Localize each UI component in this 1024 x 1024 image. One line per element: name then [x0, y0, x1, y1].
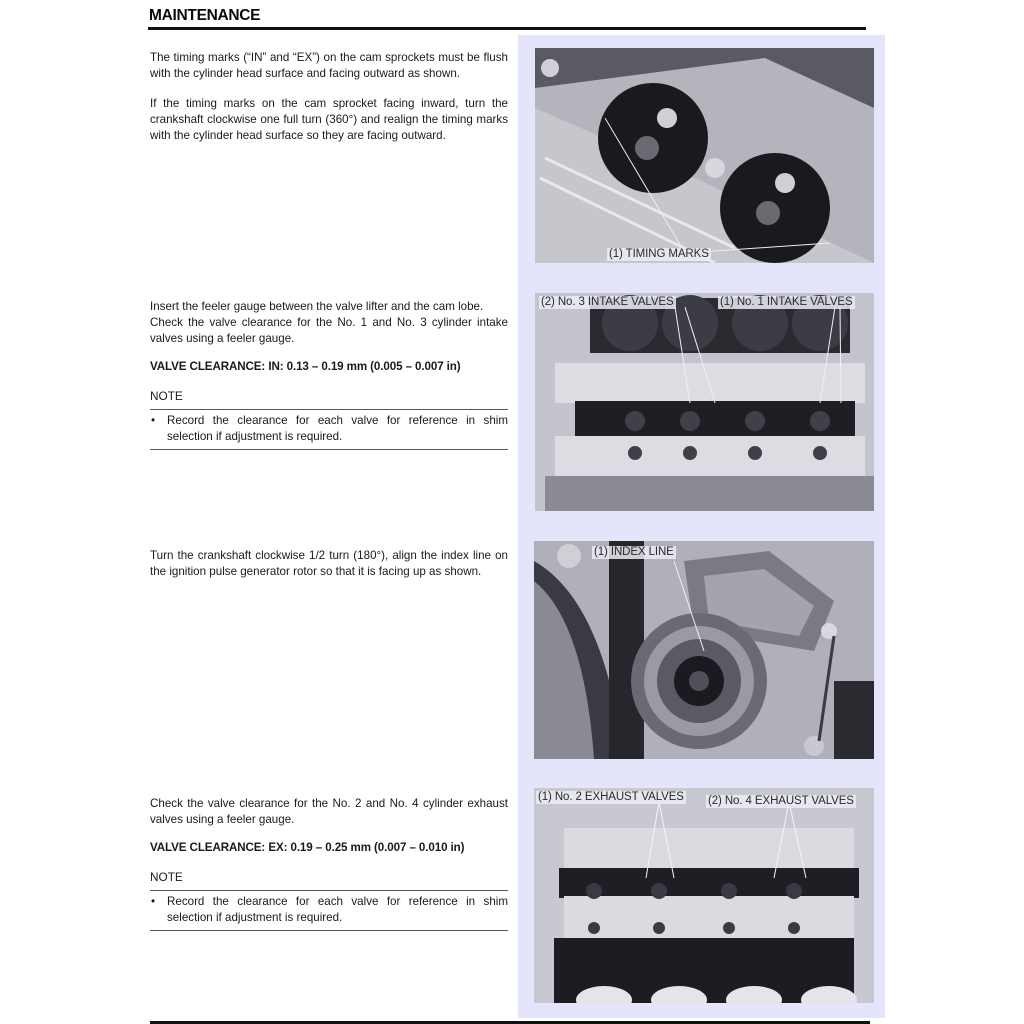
paragraph: Insert the feeler gauge between the valve lifter and the cam lobe. — [150, 300, 484, 313]
note-item — [150, 413, 508, 445]
rotor-illustration — [534, 541, 874, 759]
note-divider — [150, 890, 508, 891]
paragraph: Check the valve clearance for the No. 2 and No. 4 cylinder exhaust valves using a feeler gauge. — [150, 797, 508, 826]
photo-caption: (2) No. 3 INTAKE VALVES — [541, 296, 674, 308]
header-rule — [148, 27, 866, 30]
bullet-icon: • — [151, 895, 156, 908]
paragraph: Check the valve clearance for the No. 1 and No. 3 cylinder intake valves using a feeler gauge. — [150, 316, 508, 345]
note-divider — [150, 930, 508, 931]
valve-clearance-spec: VALVE CLEARANCE: IN: 0.13 – 0.19 mm (0.005 – 0.007 in) — [150, 360, 461, 373]
note-text: Record the clearance for each valve for reference in shim selection if adjustment is required. — [167, 414, 508, 443]
note-text: Record the clearance for each valve for reference in shim selection if adjustment is required. — [167, 895, 508, 924]
note-item — [150, 894, 508, 926]
exhaust-valves-photo — [534, 788, 874, 1003]
cam-sprockets-illustration — [535, 48, 874, 263]
photo-caption: (1) No. 1 INTAKE VALVES — [720, 296, 853, 308]
photo-caption: (1) INDEX LINE — [594, 546, 674, 558]
paragraph: Turn the crankshaft clockwise 1/2 turn (180°), align the index line on the ignition pulse generator rotor so that it is facing up as shown. — [150, 549, 508, 578]
bullet-icon: • — [151, 414, 156, 427]
valve-clearance-spec: VALVE CLEARANCE: EX: 0.19 – 0.25 mm (0.007 – 0.010 in) — [150, 841, 465, 854]
photo-caption: (1) No. 2 EXHAUST VALVES — [538, 791, 684, 803]
section-timing-marks — [150, 50, 508, 144]
page-title: MAINTENANCE — [149, 7, 261, 24]
photo-caption: (2) No. 4 EXHAUST VALVES — [708, 795, 854, 807]
section-exhaust-clearance — [150, 796, 508, 931]
section-index-line — [150, 548, 508, 580]
note-divider — [150, 409, 508, 410]
note-divider — [150, 449, 508, 450]
note-title: NOTE — [150, 389, 183, 403]
photo-caption: (1) TIMING MARKS — [609, 248, 709, 260]
paragraph: The timing marks (“IN” and “EX”) on the cam sprockets must be flush with the cylinder head surface and facing outward as shown. — [150, 51, 508, 80]
cam-sprockets-photo — [535, 48, 874, 263]
paragraph: If the timing marks on the cam sprocket facing inward, turn the crankshaft clockwise one full turn (360°) and realign the timing marks with the cylinder head surface so they are facing outward. — [150, 97, 508, 142]
pulse-generator-rotor-photo — [534, 541, 874, 759]
note-title: NOTE — [150, 870, 183, 884]
cylinder-head-exhaust-illustration — [534, 788, 874, 1003]
section-intake-clearance — [150, 299, 508, 450]
cylinder-head-illustration — [535, 293, 874, 511]
intake-valves-photo — [535, 293, 874, 511]
